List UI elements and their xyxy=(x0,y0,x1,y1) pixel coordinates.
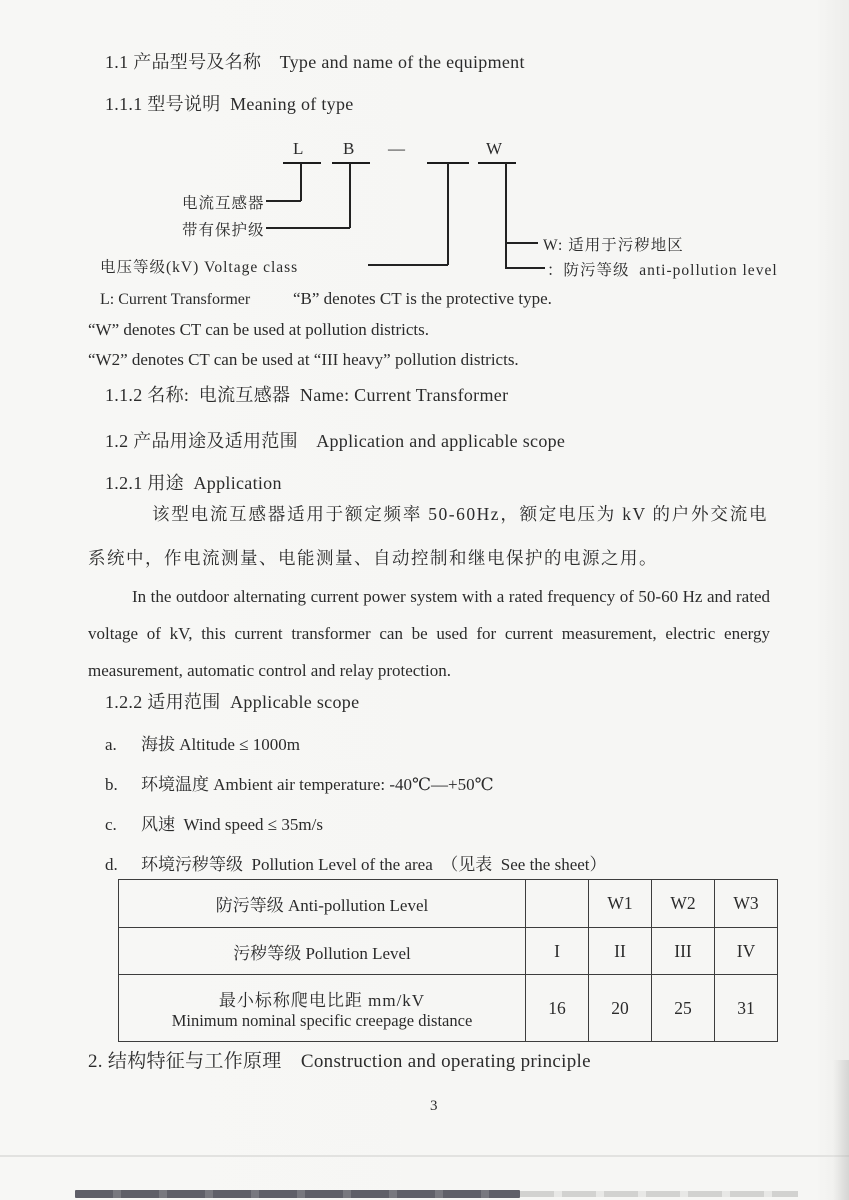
underline-b xyxy=(332,162,370,164)
anti-pollution-blank-cell xyxy=(526,880,589,928)
anti-pollution-label-cell: 防污等级 Anti-pollution Level xyxy=(119,880,526,928)
pollution-level-iii-cell: III xyxy=(652,928,715,975)
heading-1-2-2: 1.2.2 适用范围 Applicable scope xyxy=(105,692,360,712)
creepage-label-cell xyxy=(119,975,526,1042)
note-w: “W” denotes CT can be used at pollution districts. xyxy=(88,320,430,339)
table-row-anti-pollution xyxy=(119,880,778,928)
creepage-16-cell: 16 xyxy=(526,975,589,1042)
connector-hline-voltage-class xyxy=(368,264,448,266)
scope-item-a-key: a. xyxy=(105,735,117,754)
scope-item-b xyxy=(105,770,494,795)
diagram-letter-b: B xyxy=(343,139,355,158)
scope-item-d xyxy=(105,850,607,875)
creepage-31-cell: 31 xyxy=(715,975,778,1042)
diagram-dash: — xyxy=(388,139,405,158)
anti-pollution-w3-cell: W3 xyxy=(715,880,778,928)
heading-1-2: 1.2 产品用途及适用范围 Application and applicable scope xyxy=(105,431,566,451)
label-anti-pollution-branch: ：防污等级 anti-pollution level xyxy=(547,262,778,279)
creepage-25-cell: 25 xyxy=(652,975,715,1042)
connector-hline-w-branch xyxy=(505,242,538,244)
connector-hline-protective-class xyxy=(266,227,350,229)
connector-vline-l xyxy=(300,163,302,201)
note-b: “B” denotes CT is the protective type. xyxy=(293,289,552,308)
connector-hline-anti-pollution-branch xyxy=(505,267,545,269)
pollution-level-label-cell: 污秽等级 Pollution Level xyxy=(119,928,526,975)
heading-1-2-1: 1.2.1 用途 Application xyxy=(105,473,282,493)
scope-item-a-text: 海拔 Altitude ≤ 1000m xyxy=(141,735,301,754)
page-number: 3 xyxy=(430,1098,438,1114)
creepage-label-cn: 最小标称爬电比距 mm/kV xyxy=(218,990,426,1010)
diagram-letter-l: L xyxy=(293,139,304,158)
scan-page-edge-line xyxy=(0,1155,849,1157)
scope-item-d-key: d. xyxy=(105,855,118,874)
heading-1-1-2: 1.1.2 名称: 电流互感器 Name: Current Transformer xyxy=(105,385,509,405)
scope-item-a xyxy=(105,730,300,755)
diagram-letter-w: W xyxy=(486,139,503,158)
heading-1-1: 1.1 产品型号及名称 Type and name of the equipment xyxy=(105,52,525,72)
pollution-level-iv-cell: IV xyxy=(715,928,778,975)
label-protective-class: 带有保护级 xyxy=(182,222,265,239)
heading-2: 2. 结构特征与工作原理 Construction and operating principle xyxy=(88,1051,591,1072)
scan-corner-shadow xyxy=(833,1060,849,1200)
label-voltage-class: 电压等级(kV) Voltage class xyxy=(100,259,299,276)
anti-pollution-w1-cell: W1 xyxy=(589,880,652,928)
pollution-level-table xyxy=(118,879,778,1042)
note-w2: “W2” denotes CT can be used at “III heavy” pollution districts. xyxy=(88,350,519,369)
connector-hline-current-transformer xyxy=(266,200,301,202)
connector-vline-voltage xyxy=(447,163,449,265)
underline-w xyxy=(478,162,516,164)
underline-l xyxy=(283,162,321,164)
connector-vline-b xyxy=(349,163,351,228)
scan-bottom-strip-light xyxy=(520,1191,798,1197)
scope-item-c-text: 风速 Wind speed ≤ 35m/s xyxy=(141,815,323,834)
pollution-level-ii-cell: II xyxy=(589,928,652,975)
scope-item-c xyxy=(105,810,323,835)
heading-1-1-1: 1.1.1 型号说明 Meaning of type xyxy=(105,94,354,114)
table-row-pollution-level xyxy=(119,928,778,975)
pollution-level-i-cell: I xyxy=(526,928,589,975)
table-row-creepage-distance xyxy=(119,975,778,1042)
application-paragraph-en: In the outdoor alternating current power system with a rated frequency of 50-60 Hz and rated voltage of kV, this current transformer can be used for current measurement, electric energy measurement, automatic control and relay protection. xyxy=(88,587,775,680)
scan-bottom-strip-dark xyxy=(75,1190,520,1198)
note-l: L: Current Transformer xyxy=(100,291,251,308)
anti-pollution-w2-cell: W2 xyxy=(652,880,715,928)
label-w-branch: W: 适用于污秽地区 xyxy=(543,237,684,254)
scope-item-b-text: 环境温度 Ambient air temperature: -40℃—+50℃ xyxy=(141,775,494,794)
scope-item-b-key: b. xyxy=(105,775,118,794)
creepage-label-en: Minimum nominal specific creepage distance xyxy=(171,1010,473,1030)
application-paragraph-cn: 该型电流互感器适用于额定频率 50-60Hz，额定电压为 kV 的户外交流电系统中，作电流测量、电能测量、自动控制和继电保护的电源之用。 xyxy=(88,504,768,568)
scope-item-d-text: 环境污秽等级 Pollution Level of the area （见表 See the sheet） xyxy=(141,855,607,874)
creepage-20-cell: 20 xyxy=(589,975,652,1042)
label-current-transformer: 电流互感器 xyxy=(182,195,265,212)
connector-vline-w xyxy=(505,163,507,269)
scope-item-c-key: c. xyxy=(105,815,117,834)
